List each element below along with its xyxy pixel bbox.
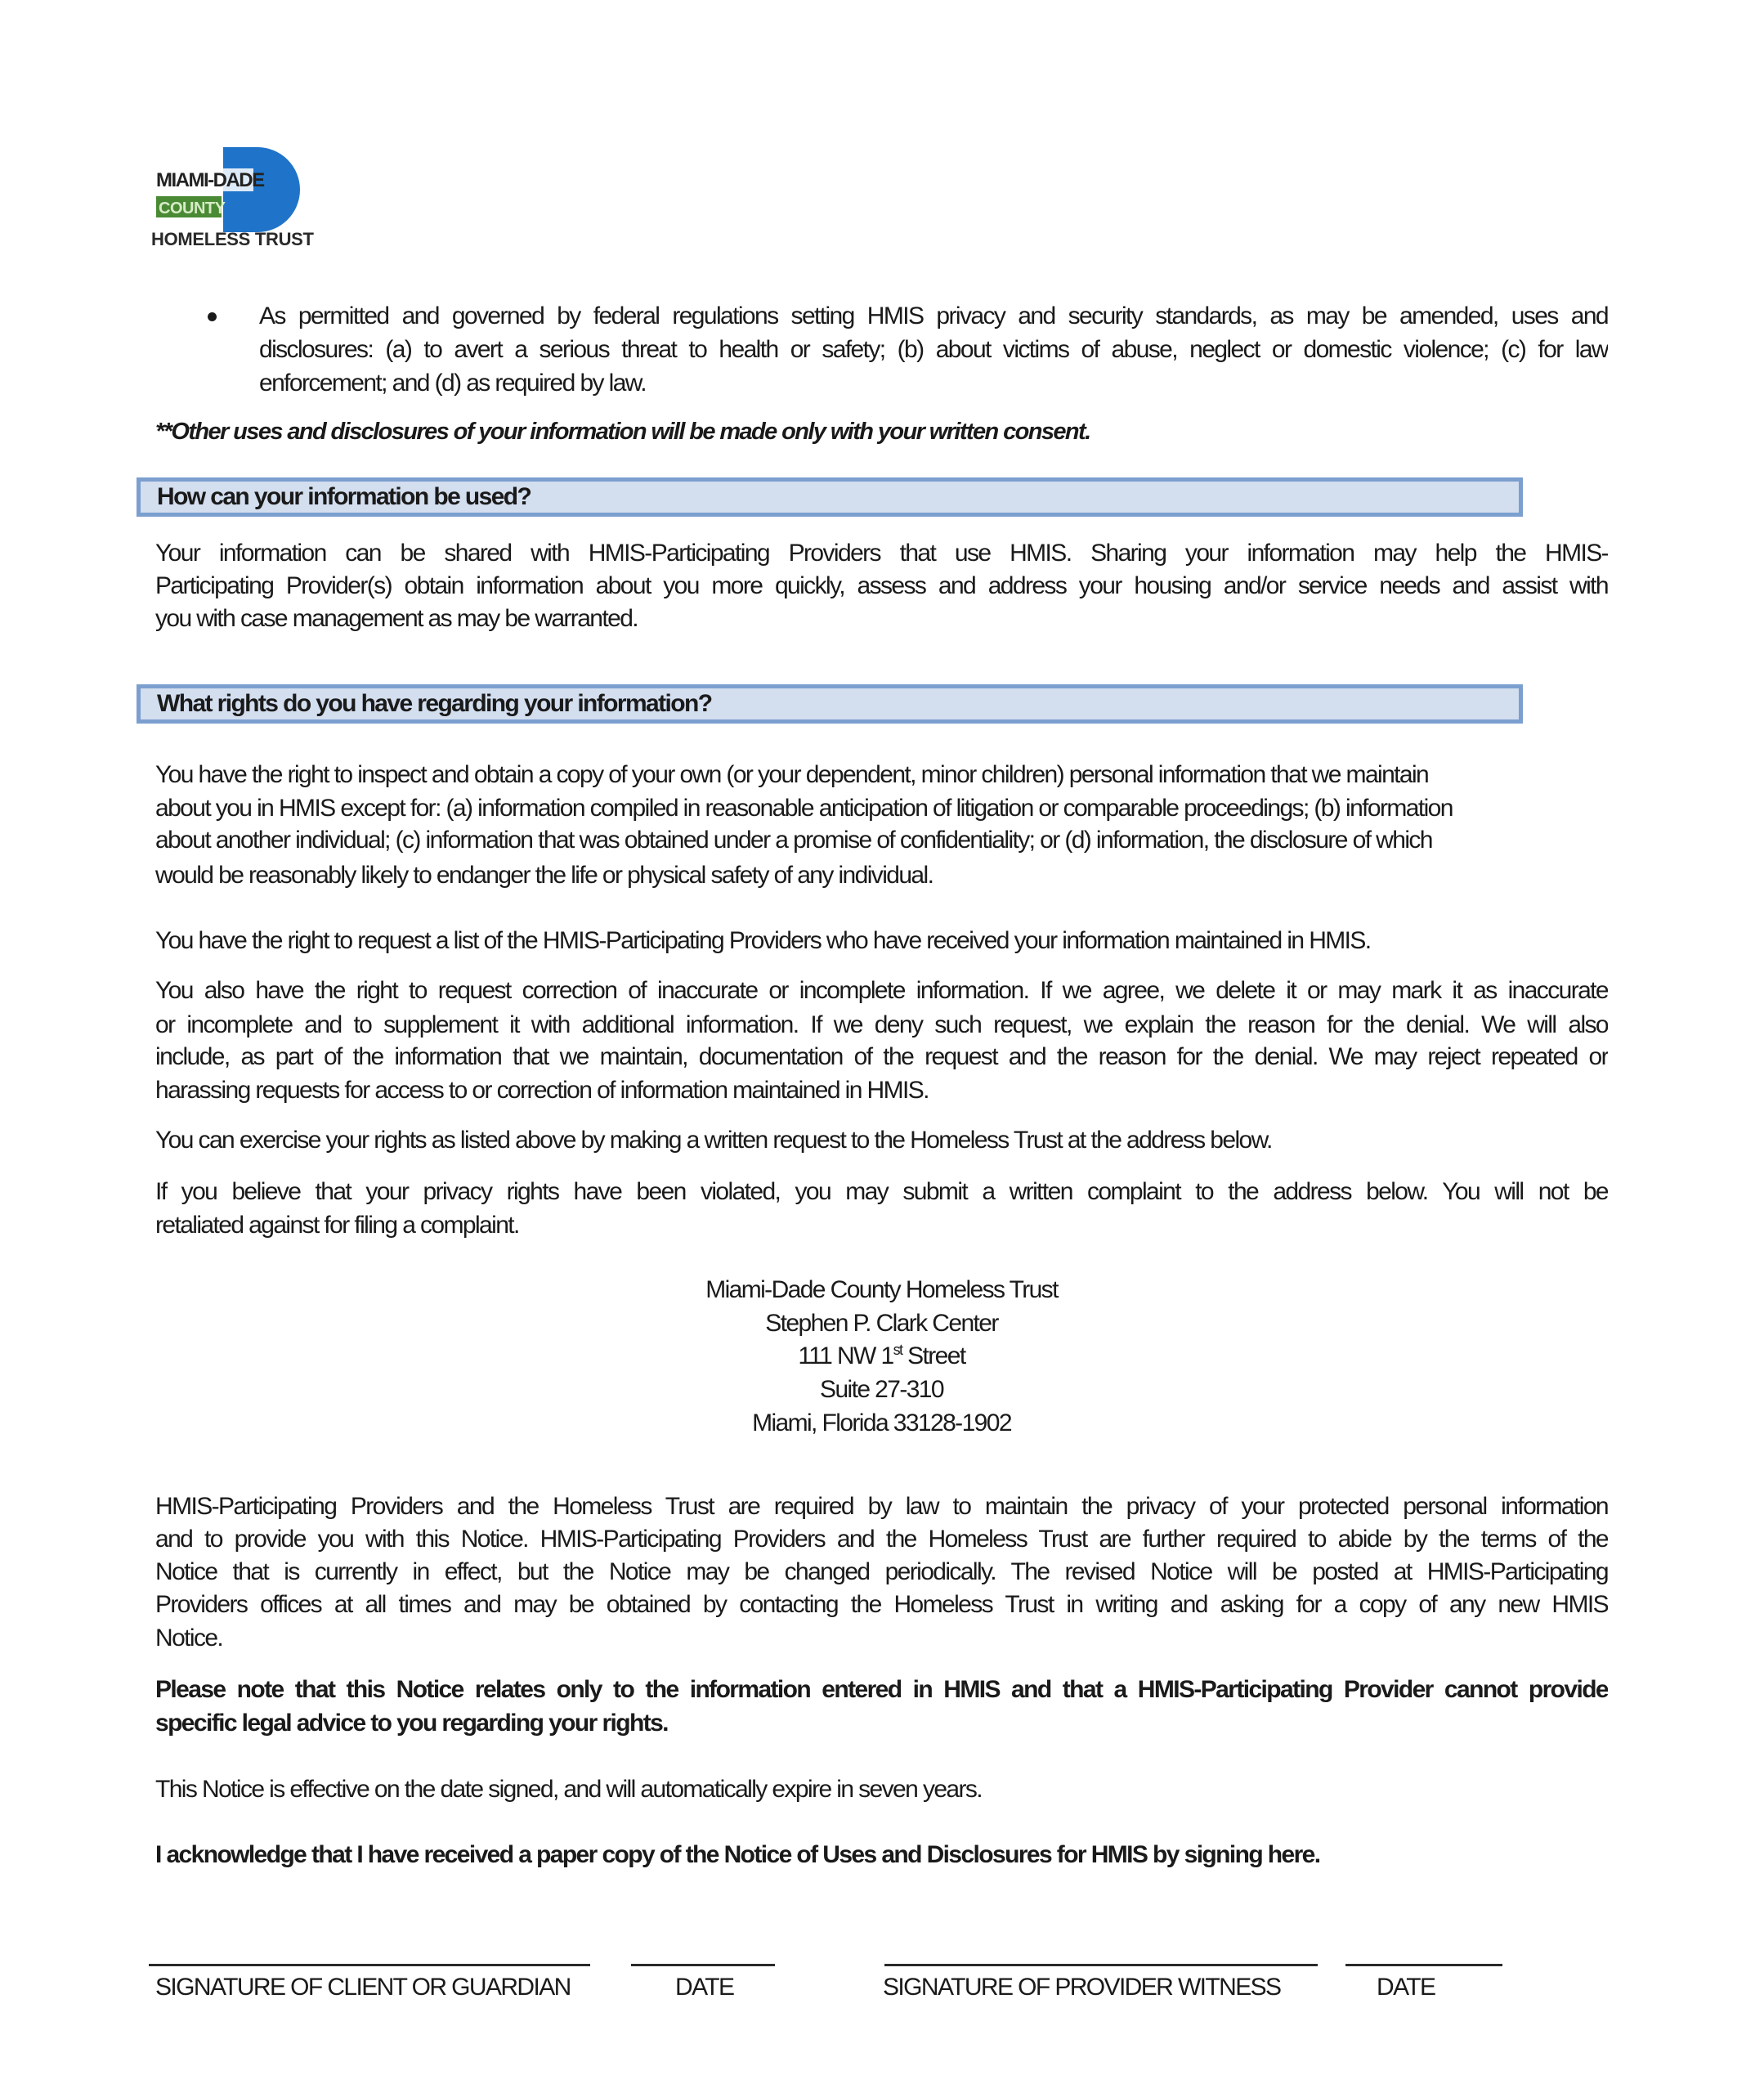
- witness-signature-line[interactable]: [884, 1964, 1318, 1966]
- paragraph-line: You also have the right to request correction of inaccurate or incomplete information. If we agree, we delete it or may mark it as inaccurate: [155, 977, 1608, 1004]
- paragraph-line: You have the right to inspect and obtain a copy of your own (or your dependent, minor children) personal information that we maintain: [155, 761, 1429, 788]
- client-date-line[interactable]: [631, 1964, 775, 1966]
- client-signature-label: SIGNATURE OF CLIENT OR GUARDIAN: [155, 1974, 571, 2001]
- miami-dade-homeless-trust-logo: [151, 146, 327, 250]
- street-number: 111 NW 1: [798, 1342, 893, 1369]
- logo-homeless-trust-text: HOMELESS TRUST: [151, 229, 314, 249]
- paragraph-line: Notice.: [155, 1625, 223, 1652]
- logo-graphic: [151, 146, 327, 250]
- paragraph-line: would be reasonably likely to endanger the life or physical safety of any individual.: [155, 862, 933, 889]
- bullet-line: enforcement; and (d) as required by law.: [259, 370, 646, 397]
- bullet-icon: [208, 312, 217, 321]
- street-suffix: st: [893, 1342, 902, 1358]
- section-header-usage: [137, 477, 1523, 517]
- acknowledgement: I acknowledge that I have received a paper copy of the Notice of Uses and Disclosures for HMIS by signing here.: [155, 1841, 1320, 1868]
- address-suite: Suite 27-310: [820, 1376, 943, 1403]
- effective-note: This Notice is effective on the date signed, and will automatically expire in seven years.: [155, 1776, 983, 1803]
- paragraph-line: Providers offices at all times and may be obtained by contacting the Homeless Trust in writing and asking for a copy of any new HMIS: [155, 1591, 1608, 1618]
- paragraph-line: and to provide you with this Notice. HMIS-Participating Providers and the Homeless Trust are further required to abide by the terms of the: [155, 1526, 1608, 1553]
- paragraph-line: include, as part of the information that we maintain, documentation of the request and the reason for the denial. We may reject repeated or: [155, 1043, 1608, 1070]
- paragraph-line: Notice that is currently in effect, but the Notice may be changed periodically. The revised Notice will be posted at HMIS-Participating: [155, 1558, 1608, 1585]
- paragraph-line: You can exercise your rights as listed above by making a written request to the Homeless Trust at the address below.: [155, 1127, 1272, 1154]
- address-org: Miami-Dade County Homeless Trust: [705, 1276, 1058, 1303]
- section-header-rights: [137, 684, 1523, 724]
- section-heading: What rights do you have regarding your information?: [157, 690, 712, 717]
- logo-county-text: COUNTY: [159, 199, 226, 217]
- section-heading: How can your information be used?: [157, 483, 531, 510]
- address-city: Miami, Florida 33128-1902: [752, 1410, 1011, 1436]
- street-name: Street: [902, 1342, 965, 1369]
- paragraph-line: Participating Provider(s) obtain information about you more quickly, assess and address your housing and/or service needs and assist with: [155, 572, 1608, 599]
- paragraph-line: harassing requests for access to or correction of information maintained in HMIS.: [155, 1077, 929, 1104]
- witness-signature-label: SIGNATURE OF PROVIDER WITNESS: [883, 1974, 1281, 2001]
- consent-note: **Other uses and disclosures of your information will be made only with your written consent.: [155, 419, 1090, 445]
- legal-note-line: specific legal advice to you regarding your rights.: [155, 1710, 668, 1737]
- paragraph-line: about another individual; (c) information that was obtained under a promise of confidentiality; or (d) information, the disclosure of which: [155, 827, 1432, 854]
- address-street: [155, 1342, 1608, 1370]
- paragraph-line: or incomplete and to supplement it with additional information. If we deny such request, we explain the reason for the denial. We will also: [155, 1011, 1608, 1038]
- paragraph-line: about you in HMIS except for: (a) information compiled in reasonable anticipation of litigation or comparable proceedings; (b) information: [155, 795, 1453, 822]
- paragraph-line: you with case management as may be warranted.: [155, 605, 638, 632]
- paragraph-line: Your information can be shared with HMIS-Participating Providers that use HMIS. Sharing your information may help the HMIS-: [155, 540, 1608, 567]
- bullet-line: As permitted and governed by federal regulations setting HMIS privacy and security standards, as may be amended, uses and: [259, 303, 1608, 329]
- paragraph-line: If you believe that your privacy rights have been violated, you may submit a written complaint to the address below. You will not be: [155, 1178, 1608, 1205]
- address-building: Stephen P. Clark Center: [765, 1310, 998, 1337]
- witness-date-label: DATE: [1377, 1974, 1435, 2001]
- bullet-line: disclosures: (a) to avert a serious threat to health or safety; (b) about victims of abuse, neglect or domestic violence; (c) for law: [259, 336, 1608, 363]
- legal-note-line: Please note that this Notice relates only to the information entered in HMIS and that a HMIS-Participating Provider cannot provide: [155, 1676, 1608, 1703]
- paragraph-line: You have the right to request a list of the HMIS-Participating Providers who have received your information maintained in HMIS.: [155, 927, 1371, 954]
- client-signature-line[interactable]: [149, 1964, 590, 1966]
- logo-miami-dade-text: MIAMI-DADE: [156, 169, 264, 191]
- witness-date-line[interactable]: [1345, 1964, 1502, 1966]
- paragraph-line: HMIS-Participating Providers and the Homeless Trust are required by law to maintain the privacy of your protected personal information: [155, 1493, 1608, 1520]
- client-date-label: DATE: [675, 1974, 734, 2001]
- paragraph-line: retaliated against for filing a complaint.: [155, 1212, 519, 1239]
